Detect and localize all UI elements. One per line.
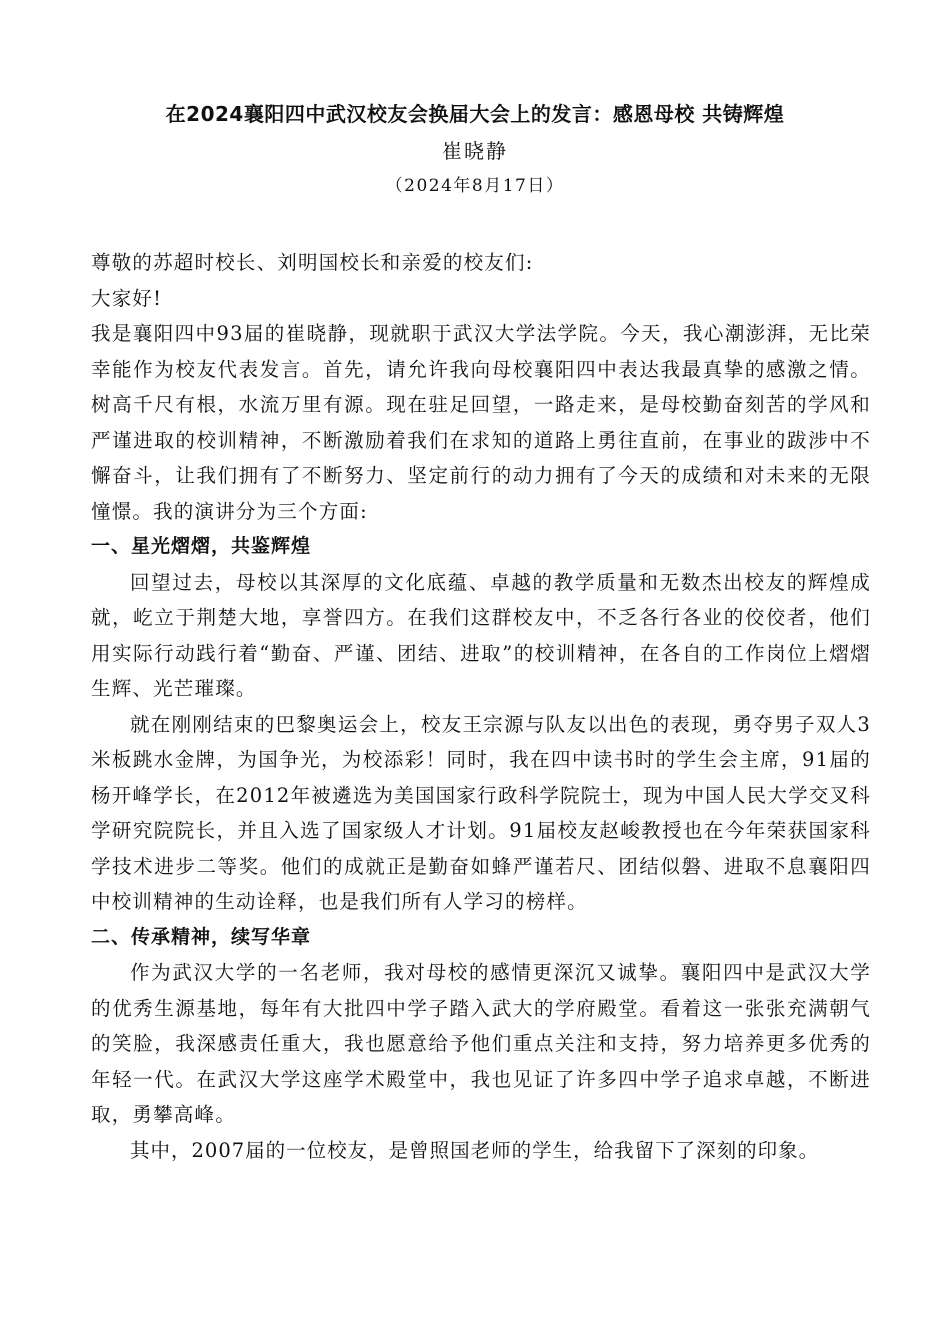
speech-date: （2024年8月17日） — [385, 176, 565, 196]
section-2-heading: 二、传承精神，续写华章 — [91, 925, 312, 948]
speech-author: 崔晓静 — [442, 139, 508, 163]
greeting: 大家好! — [91, 286, 163, 310]
section-1-heading: 一、星光熠熠，共鉴辉煌 — [91, 535, 312, 557]
section-2-paragraph: 其中，2007届的一位校友，是曾照国老师的学生，给我留下了深刻的印象。 — [130, 1138, 820, 1162]
intro-paragraph: 我是襄阳四中93届的崔晓静，现就职于武汉大学法学院。今天，我心潮澎湃，无比荣幸能作为校友代表发言。首先，请允许我向母校襄阳四中表达我最真挚的感激之情。树高千尺有根，水流万里有源。现在驻足回望，一路走来，是母校勤奋刻苦的学风和严谨进取的校训精神，不断激励着我们在求知的道路上勇往直前，在事业的跋涉中不懈奋斗，让我们拥有了不断努力、坚定前行的动力拥有了今天的成绩和对未来的无限憧憬。我的演讲分为三个方面: — [91, 322, 871, 523]
section-1-paragraph: 就在刚刚结束的巴黎奥运会上，校友王宗源与队友以出色的表现，勇夺男子双人3米板跳水金牌，为国争光，为校添彩！同时，我在四中读书时的学生会主席，91届的杨开峰学长，在2012年被遴选为美国国家行政科学院院士，现为中国人民大学交叉科学研究院院长，并且入选了国家级人才计划。91届校友赵峻教授也在今年荣获国家科学技术进步二等奖。他们的成就正是勤奋如蜂严谨若尺、团结似磐、进取不息襄阳四中校训精神的生动诠释，也是我们所有人学习的榜样。 — [91, 712, 871, 913]
salutation: 尊敬的苏超时校长、刘明国校长和亲爱的校友们: — [91, 251, 534, 274]
section-2-paragraph: 作为武汉大学的一名老师，我对母校的感情更深沉又诚挚。襄阳四中是武汉大学的优秀生源基地，每年有大批四中学子踏入武大的学府殿堂。看着这一张张充满朝气的笑脸，我深感责任重大，我也愿意给予他们重点关注和支持，努力培养更多优秀的年轻一代。在武汉大学这座学术殿堂中，我也见证了许多四中学子追求卓越，不断进取，勇攀高峰。 — [91, 961, 871, 1126]
speech-body — [91, 245, 871, 1168]
speech-title: 在2024襄阳四中武汉校友会换届大会上的发言：感恩母校 共铸辉煌 — [165, 102, 785, 126]
section-1-paragraph: 回望过去，母校以其深厚的文化底蕴、卓越的教学质量和无数杰出校友的辉煌成就，屹立于荆楚大地，享誉四方。在我们这群校友中，不乏各行各业的佼佼者，他们用实际行动践行着“勤奋、严谨、团结、进取”的校训精神，在各自的工作岗位上熠熠生辉、光芒璀璨。 — [91, 570, 871, 700]
